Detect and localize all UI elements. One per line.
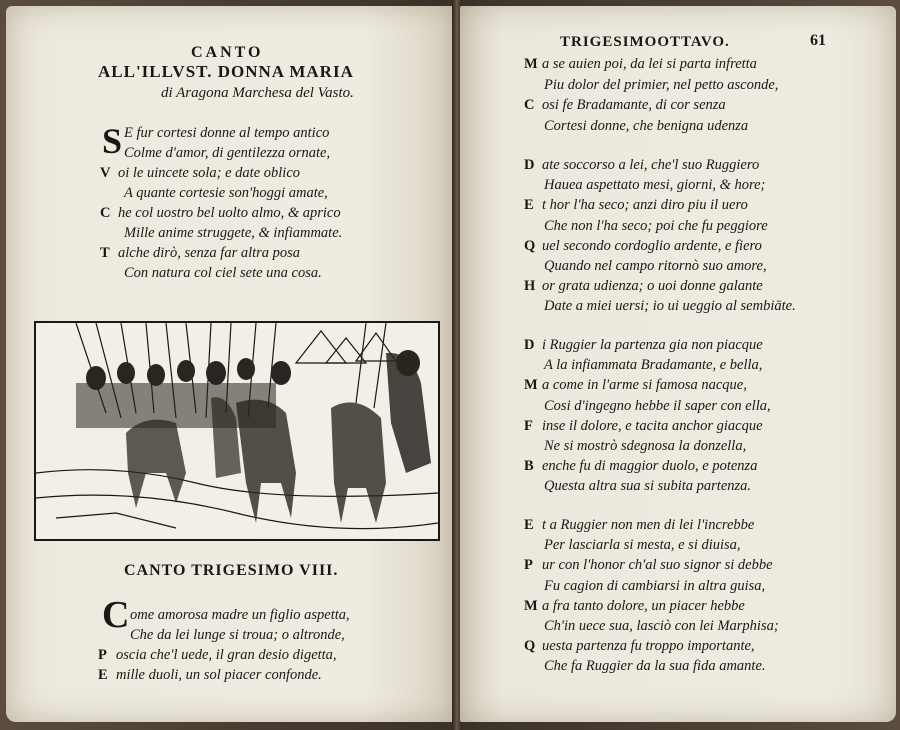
verse-line [100, 164, 300, 182]
verse-line [524, 457, 757, 475]
verse-text: oscia che'l uede, il gran desio digetta, [116, 647, 337, 663]
verse-line [524, 156, 759, 174]
verse-text: Per lasciarla si mesta, e si diuisa, [544, 537, 741, 554]
canto-title: CANTO TRIGESIMO VIII. [124, 562, 339, 579]
verse-text: ome amorosa madre un figlio aspetta, [130, 607, 350, 623]
verse-initial: M [524, 377, 538, 394]
verse-initial: C [524, 97, 535, 113]
verse-text: A quante cortesie son'hoggi amate, [124, 185, 328, 201]
verse-initial: H [524, 278, 536, 295]
verse-text: Che da lei lunge si troua; o altronde, [130, 627, 345, 643]
verse-line [98, 646, 337, 664]
verse-initial: E [524, 197, 534, 214]
verse-text: t hor l'ha seco; anzi diro piu il uero [542, 197, 748, 214]
verse-text: A la infiammata Bradamante, e bella, [544, 357, 763, 374]
verse-line [524, 55, 757, 73]
verse-line [524, 376, 747, 394]
drop-cap-s: S [102, 121, 123, 161]
verse-initial: T [100, 245, 110, 261]
verse-initial: D [524, 337, 535, 353]
verse-text: or grata udienza; o uoi donne galante [542, 278, 763, 295]
verse-text: Questa altra sua si subita partenza. [544, 478, 752, 495]
verse-line [544, 176, 765, 194]
heading-dedication: ALL'ILLVST. DONNA MARIA [98, 62, 354, 81]
verse-line [544, 397, 771, 415]
verse-text: Date a miei uersi; io ui ueggio al sembiāte. [544, 298, 796, 315]
verse-text: Ch'in uece sua, lasciò con lei Marphisa; [544, 618, 779, 634]
verse-text: Cosi d'ingegno hebbe il saper con ella, [544, 397, 771, 414]
verse-line [544, 356, 762, 374]
verse-initial: V [100, 165, 111, 181]
verse-initial: M [524, 597, 538, 614]
verse-text: Quando nel campo ritornò suo amore, [544, 258, 767, 274]
verse-line [524, 277, 763, 295]
drop-cap-c: C [102, 594, 130, 636]
verse-text: i Ruggier la partenza gia non piacque [542, 337, 763, 353]
woodcut-image [36, 323, 438, 539]
verse-initial: E [98, 667, 108, 683]
verse-initial: Q [524, 237, 536, 254]
verse-line [100, 244, 300, 262]
page-number: 61 [810, 32, 826, 49]
verse-text: a come in l'arme si famosa nacque, [542, 377, 747, 394]
verse-text: Mille anime struggete, & infiammate. [124, 225, 343, 241]
verse-line [544, 297, 796, 315]
verse-initial: Q [524, 638, 536, 655]
verse-text: enche fu di maggior duolo, e potenza [542, 458, 758, 475]
verse-line [524, 417, 763, 435]
verse-text: ate soccorso a lei, che'l suo Ruggiero [542, 157, 760, 173]
verse-line [524, 196, 748, 214]
heading-canto: CANTO [191, 44, 264, 61]
verse-line [544, 617, 779, 635]
verse-text: ur con l'honor ch'al suo signor si debbe [542, 557, 773, 574]
woodcut-illustration [34, 321, 440, 541]
verse-line [524, 336, 763, 354]
left-page [6, 6, 454, 722]
verse-initial: B [524, 458, 534, 475]
verse-line [544, 437, 746, 455]
verse-line [524, 556, 773, 574]
verse-line [100, 204, 341, 222]
verse-text: osi fe Bradamante, di cor senza [542, 97, 726, 113]
verse-line [524, 597, 745, 615]
verse-text: uesta partenza fu troppo importante, [542, 638, 755, 655]
verse-line [544, 536, 741, 554]
verse-text: mille duoli, un sol piacer confonde. [116, 667, 322, 683]
verse-text: Ne si mostrò sdegnosa la donzella, [544, 438, 747, 454]
verse-line [544, 117, 748, 135]
verse-line [124, 184, 328, 202]
verse-line [544, 657, 766, 675]
verse-line [98, 666, 322, 684]
verse-text: E fur cortesi donne al tempo antico [124, 125, 330, 141]
verse-line [524, 237, 762, 255]
verse-line [524, 637, 755, 655]
verse-line [544, 257, 767, 275]
verse-text: Colme d'amor, di gentilezza ornate, [124, 145, 331, 161]
verse-initial: P [524, 557, 533, 574]
verse-initial: M [524, 56, 538, 72]
verse-text: t a Ruggier non men di lei l'increbbe [542, 517, 755, 533]
heading-subtitle: di Aragona Marchesa del Vasto. [161, 85, 354, 101]
verse-line [524, 516, 754, 534]
verse-text: Cortesi donne, che benigna udenza [544, 117, 749, 134]
verse-initial: P [98, 647, 107, 663]
verse-text: Che fa Ruggier da la sua fida amante. [544, 658, 766, 675]
verse-line [124, 224, 342, 242]
verse-text: Hauea aspettato mesi, giorni, & hore; [544, 177, 766, 194]
verse-line [544, 76, 778, 94]
verse-line [544, 477, 751, 495]
verse-text: a se auien poi, da lei si parta infretta [542, 56, 757, 72]
verse-text: uel secondo cordoglio ardente, e fiero [542, 237, 762, 254]
verse-text: Fu cagion di cambiarsi in altra guisa, [544, 577, 766, 594]
verse-line [124, 124, 329, 142]
verse-text: Con natura col ciel sete una cosa. [124, 265, 322, 281]
verse-line [130, 626, 345, 644]
verse-line [130, 606, 350, 624]
verse-text: he col uostro bel uolto almo, & aprico [118, 205, 341, 221]
verse-text: Piu dolor del primier, nel petto asconde, [544, 76, 779, 93]
right-page [460, 6, 896, 722]
verse-line [524, 96, 726, 114]
verse-text: a fra tanto dolore, un piacer hebbe [542, 597, 745, 614]
verse-text: alche dirò, senza far altra posa [118, 245, 301, 261]
verse-line [544, 217, 768, 235]
verse-line [124, 144, 330, 162]
verse-line [544, 577, 765, 595]
verse-initial: C [100, 205, 111, 221]
verse-initial: D [524, 157, 535, 173]
verse-initial: F [524, 417, 533, 434]
verse-text: oi le uincete sola; e date oblico [118, 165, 301, 181]
verse-line [124, 264, 322, 282]
verse-text: Che non l'ha seco; poi che fu peggiore [544, 217, 768, 234]
running-head: TRIGESIMOOTTAVO. [560, 34, 730, 50]
verse-initial: E [524, 517, 534, 533]
verse-text: inse il dolore, e tacita anchor giacque [542, 417, 763, 434]
